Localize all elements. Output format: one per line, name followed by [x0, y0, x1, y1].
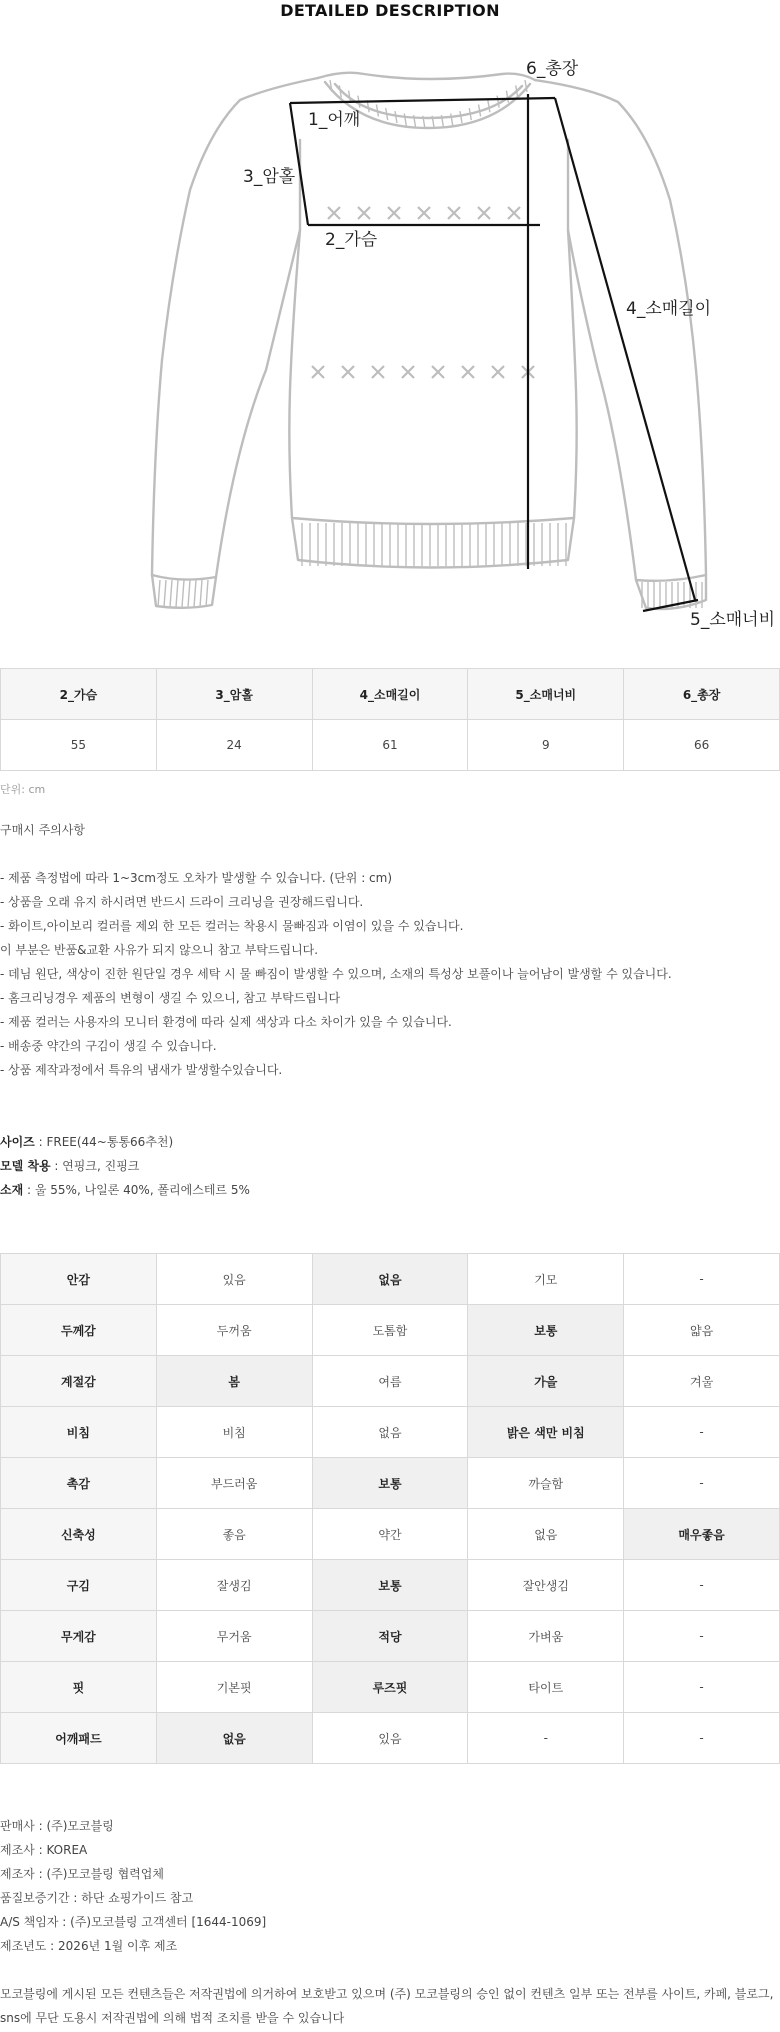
option-row-label: 두께감 — [1, 1305, 157, 1356]
size-header-cell: 3_암홀 — [156, 669, 312, 720]
label-shoulder: 1_어깨 — [308, 110, 361, 130]
seller-line: 제조년도 : 2026년 1월 이후 제조 — [0, 1939, 178, 1953]
size-header-cell: 4_소매길이 — [312, 669, 468, 720]
label-armhole: 3_암홀 — [243, 167, 296, 187]
option-cell: - — [624, 1407, 780, 1458]
option-row — [1, 1560, 780, 1611]
option-cell: 봄 — [156, 1356, 312, 1407]
size-value-cell: 24 — [156, 720, 312, 771]
option-cell: 적당 — [312, 1611, 468, 1662]
option-row — [1, 1458, 780, 1509]
option-row-label: 촉감 — [1, 1458, 157, 1509]
notice-line: - 상품을 오래 유지 하시려면 반드시 드라이 크리닝을 권장해드립니다. — [0, 895, 364, 909]
option-cell: - — [624, 1254, 780, 1305]
notice-line: - 홈크리닝경우 제품의 변형이 생길 수 있으니, 참고 부탁드립니다 — [0, 991, 341, 1005]
option-cell: 두꺼움 — [156, 1305, 312, 1356]
option-row — [1, 1305, 780, 1356]
option-cell: - — [624, 1713, 780, 1764]
size-header-cell: 6_총장 — [624, 669, 780, 720]
option-cell: 여름 — [312, 1356, 468, 1407]
seller-line: 제조사 : KOREA — [0, 1843, 88, 1857]
option-row-label: 비침 — [1, 1407, 157, 1458]
notice-line: - 화이트,아이보리 컬러를 제외 한 모든 컬러는 착용시 물빠짐과 이염이 있을 수 있습니다. — [0, 919, 464, 933]
notice-line: 이 부분은 반품&교환 사유가 되지 않으니 참고 부탁드립니다. — [0, 943, 319, 957]
notice-line: - 배송중 약간의 구김이 생길 수 있습니다. — [0, 1039, 217, 1053]
option-row — [1, 1356, 780, 1407]
size-table-values — [1, 720, 780, 771]
option-cell: 잘생김 — [156, 1560, 312, 1611]
model-label: 모델 착용 — [0, 1159, 51, 1173]
material-label: 소재 — [0, 1183, 24, 1197]
option-cell: 없음 — [312, 1407, 468, 1458]
option-cell: 타이트 — [468, 1662, 624, 1713]
seller-line: 판매사 : (주)모코블링 — [0, 1819, 114, 1833]
product-info — [0, 1130, 250, 1202]
size-label: 사이즈 — [0, 1135, 35, 1149]
option-cell: 좋음 — [156, 1509, 312, 1560]
label-sleeve-width: 5_소매너비 — [690, 610, 776, 630]
seller-line: A/S 책임자 : (주)모코블링 고객센터 [1644-1069] — [0, 1915, 267, 1929]
option-cell: 부드러움 — [156, 1458, 312, 1509]
option-cell: 보통 — [468, 1305, 624, 1356]
option-cell: 없음 — [156, 1713, 312, 1764]
option-cell: 가벼움 — [468, 1611, 624, 1662]
notice-line: - 데님 원단, 색상이 진한 원단일 경우 세탁 시 물 빠짐이 발생할 수 있으며, 소재의 특성상 보풀이나 늘어남이 발생할 수 있습니다. — [0, 967, 672, 981]
options-table — [0, 1253, 780, 1764]
option-cell: 보통 — [312, 1560, 468, 1611]
option-cell: 무거움 — [156, 1611, 312, 1662]
option-row — [1, 1254, 780, 1305]
copyright-notice: 모코블링에 게시된 모든 컨텐츠들은 저작권법에 의거하여 보호받고 있으며 (주) 모코블링의 승인 없이 컨텐츠 일부 또는 전부를 사이트, 카페, 블로그, sns에 무단 도용시 저작권법에 의해 법적 조치를 받을 수 있습니다 — [0, 1987, 774, 2025]
option-cell: 얇음 — [624, 1305, 780, 1356]
option-row-label: 어깨패드 — [1, 1713, 157, 1764]
option-row-label: 무게감 — [1, 1611, 157, 1662]
option-cell: 없음 — [312, 1254, 468, 1305]
notice-title: 구매시 주의사항 — [0, 823, 85, 837]
label-chest: 2_가슴 — [325, 230, 378, 250]
option-cell: 없음 — [468, 1509, 624, 1560]
option-cell: 가을 — [468, 1356, 624, 1407]
label-total-length: 6_총장 — [526, 59, 579, 79]
option-cell: - — [624, 1458, 780, 1509]
page-title: DETAILED DESCRIPTION — [280, 1, 500, 20]
option-row — [1, 1407, 780, 1458]
option-cell: 겨울 — [624, 1356, 780, 1407]
size-header-cell: 2_가슴 — [1, 669, 157, 720]
size-table-header — [1, 669, 780, 720]
option-cell: - — [468, 1713, 624, 1764]
option-row — [1, 1662, 780, 1713]
option-row-label: 계절감 — [1, 1356, 157, 1407]
unit-note: 단위: cm — [0, 783, 46, 796]
sweater-measurement-diagram — [0, 30, 780, 640]
option-cell: 매우좋음 — [624, 1509, 780, 1560]
option-row — [1, 1509, 780, 1560]
option-cell: 보통 — [312, 1458, 468, 1509]
seller-info — [0, 1814, 266, 1958]
option-cell: - — [624, 1662, 780, 1713]
material-value: : 울 55%, 나일론 40%, 폴리에스테르 5% — [23, 1183, 250, 1197]
notice-line: - 제품 측정법에 따라 1~3cm정도 오차가 발생할 수 있습니다. (단위 : cm) — [0, 871, 393, 885]
option-row-label: 안감 — [1, 1254, 157, 1305]
option-cell: 있음 — [156, 1254, 312, 1305]
option-cell: 까슬함 — [468, 1458, 624, 1509]
seller-line: 제조자 : (주)모코블링 협력업체 — [0, 1867, 164, 1881]
notice-line: - 제품 컬러는 사용자의 모니터 환경에 따라 실제 색상과 다소 차이가 있을 수 있습니다. — [0, 1015, 452, 1029]
label-sleeve-length: 4_소매길이 — [626, 299, 712, 319]
size-value: : FREE(44~통통66추천) — [34, 1135, 174, 1149]
option-row-label: 핏 — [1, 1662, 157, 1713]
option-cell: 도톰함 — [312, 1305, 468, 1356]
purchase-notice — [0, 818, 672, 1082]
option-row — [1, 1713, 780, 1764]
size-value-cell: 61 — [312, 720, 468, 771]
option-row-label: 신축성 — [1, 1509, 157, 1560]
option-cell: 밝은 색만 비침 — [468, 1407, 624, 1458]
size-header-cell: 5_소매너비 — [468, 669, 624, 720]
seller-line: 품질보증기간 : 하단 쇼핑가이드 참고 — [0, 1891, 194, 1905]
size-value-cell: 66 — [624, 720, 780, 771]
option-cell: 약간 — [312, 1509, 468, 1560]
size-value-cell: 9 — [468, 720, 624, 771]
size-table — [0, 668, 780, 771]
option-cell: 잘안생김 — [468, 1560, 624, 1611]
option-cell: 루즈핏 — [312, 1662, 468, 1713]
option-cell: - — [624, 1560, 780, 1611]
notice-line: - 상품 제작과정에서 특유의 냄새가 발생할수있습니다. — [0, 1063, 283, 1077]
option-row-label: 구김 — [1, 1560, 157, 1611]
model-value: : 연핑크, 진핑크 — [50, 1159, 140, 1173]
size-value-cell: 55 — [1, 720, 157, 771]
option-cell: 비침 — [156, 1407, 312, 1458]
option-cell: - — [624, 1611, 780, 1662]
option-cell: 기본핏 — [156, 1662, 312, 1713]
option-row — [1, 1611, 780, 1662]
option-cell: 있음 — [312, 1713, 468, 1764]
option-cell: 기모 — [468, 1254, 624, 1305]
